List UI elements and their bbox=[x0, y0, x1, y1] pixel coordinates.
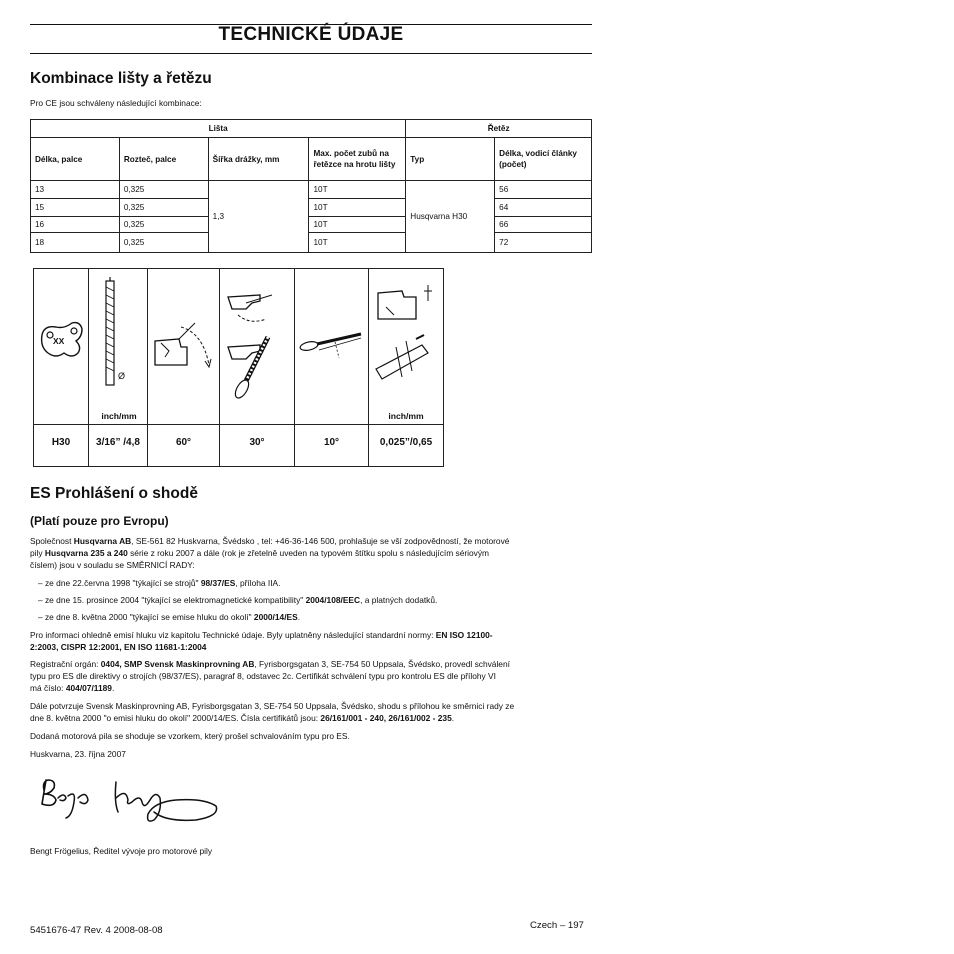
depth-value: 0,025”/0,65 bbox=[379, 437, 433, 448]
angle-value: 10° bbox=[323, 437, 340, 448]
group-header-chain: Řetěz bbox=[406, 120, 592, 138]
file-size-value: 3/16” /4,8 bbox=[96, 437, 140, 448]
column-header: Délka, palce bbox=[31, 138, 120, 181]
standards-paragraph: Pro informaci ohledně emisí hluku viz kapitolu Technické údaje. Byly uplatněny následující standardní normy: EN ISO 12100- 2:2003, CISPR 12:2001, EN ISO 11681-1:2004 bbox=[30, 630, 493, 653]
unit-label: inch/mm bbox=[101, 411, 137, 421]
table-row bbox=[31, 181, 592, 199]
column-header: Typ bbox=[406, 138, 495, 181]
column-header: Délka, vodicí články (počet) bbox=[495, 138, 592, 181]
declaration-paragraph: Společnost Husqvarna AB, SE-561 82 Huskvarna, Švédsko , tel: +46-36-146 500, prohlašuje se vší zodpovědností, že motorové pily Husqvarna 235 a 240 série z roku 2007 a dále (rok je zřetelně uveden na typovém štítku spolu s následujícím sériovým číslem) jsou v souladu se SMĚRNICÍ RADY: bbox=[30, 536, 510, 571]
cell-length: 18 bbox=[31, 233, 120, 253]
cell-links: 72 bbox=[495, 233, 592, 253]
round-file-icon bbox=[100, 275, 120, 387]
registration-paragraph: Registrační orgán: 0404, SMP Svensk Maskinprovning AB, Fyrisborgsgatan 3, SE-754 50 Uppsala, Švédsko, provedl schválení typu pro ES dle direktivy o strojích (98/37/ES), paragraf 8, odstavec 2c. Certifikát schválení typu pro kontrolu ES dle přílohy VI má číslo: 404/07/1189. bbox=[30, 659, 510, 694]
cell-gauge: 1,3 bbox=[208, 181, 309, 253]
cell-pitch: 0,325 bbox=[119, 199, 208, 217]
directive-item: – ze dne 15. prosince 2004 "týkající se elektromagnetické kompatibility" 2004/108/EEC, a platných dodatků. bbox=[38, 595, 438, 605]
file-tilt-icon bbox=[299, 324, 365, 364]
depth-gauge-icon bbox=[372, 283, 440, 387]
cell-pitch: 0,325 bbox=[119, 233, 208, 253]
cell-chain-type: Husqvarna H30 bbox=[406, 181, 495, 253]
sharpening-diagram bbox=[33, 268, 444, 467]
cell-teeth: 10T bbox=[309, 199, 406, 217]
combo-intro: Pro CE jsou schváleny následující kombinace: bbox=[30, 98, 202, 108]
cell-links: 66 bbox=[495, 217, 592, 233]
diameter-symbol: Ø bbox=[118, 371, 126, 381]
combo-heading: Kombinace lišty a řetězu bbox=[30, 70, 212, 87]
cell-length: 15 bbox=[31, 199, 120, 217]
cell-pitch: 0,325 bbox=[119, 181, 208, 199]
file-holder-angle-icon bbox=[224, 289, 290, 401]
link-marking: XX bbox=[53, 336, 65, 346]
table-row bbox=[31, 199, 592, 217]
row-divider bbox=[34, 424, 443, 425]
column-header: Rozteč, palce bbox=[119, 138, 208, 181]
signatory: Bengt Frögelius, Ředitel vývoje pro motorové pily bbox=[30, 846, 213, 856]
cell-length: 13 bbox=[31, 181, 120, 199]
signature bbox=[36, 772, 226, 832]
page-number: Czech – 197 bbox=[530, 920, 584, 931]
directive-item: – ze dne 22.června 1998 "týkající se strojů" 98/37/ES, příloha IIA. bbox=[38, 578, 281, 588]
cell-links: 56 bbox=[495, 181, 592, 199]
declaration-heading: ES Prohlášení o shodě bbox=[30, 485, 198, 502]
noise-paragraph: Dále potvrzuje Svensk Maskinprovning AB, Fyrisborgsgatan 3, SE-754 50 Uppsala, Švédsko, shodu s přílohou ke směrnici rady ze dne 8. května 2000 "o emisi hluku do okolí" 2000/14/ES. Čísla certifikátů jsou: 26/161/001 - 240, 26/161/002 - 235. bbox=[30, 701, 515, 724]
cell-pitch: 0,325 bbox=[119, 217, 208, 233]
combo-table bbox=[30, 119, 592, 253]
angle-value: 30° bbox=[249, 437, 265, 448]
directive-item: – ze dne 8. května 2000 "týkající se emise hluku do okolí" 2000/14/ES. bbox=[38, 612, 301, 622]
title-rule bbox=[30, 53, 592, 54]
cell-links: 64 bbox=[495, 199, 592, 217]
document-number: 5451676-47 Rev. 4 2008-08-08 bbox=[30, 925, 163, 936]
table-row bbox=[31, 233, 592, 253]
model-value: H30 bbox=[51, 437, 71, 448]
column-header: Max. počet zubů na řetězce na hrotu lišty bbox=[309, 138, 406, 181]
cutter-angle-icon bbox=[151, 317, 215, 371]
cell-teeth: 10T bbox=[309, 233, 406, 253]
unit-label: inch/mm bbox=[388, 411, 424, 421]
place-date: Huskvarna, 23. října 2007 bbox=[30, 749, 126, 759]
cell-length: 16 bbox=[31, 217, 120, 233]
declaration-subheading: (Platí pouze pro Evropu) bbox=[30, 514, 169, 528]
group-header-bar: Lišta bbox=[31, 120, 406, 138]
page-title: TECHNICKÉ ÚDAJE bbox=[218, 24, 404, 45]
angle-value: 60° bbox=[175, 437, 192, 448]
column-header: Šířka drážky, mm bbox=[208, 138, 309, 181]
cell-teeth: 10T bbox=[309, 217, 406, 233]
cell-teeth: 10T bbox=[309, 181, 406, 199]
table-row bbox=[31, 217, 592, 233]
conformity-statement: Dodaná motorová pila se shoduje se vzorkem, který prošel schvalováním typu pro ES. bbox=[30, 731, 350, 741]
